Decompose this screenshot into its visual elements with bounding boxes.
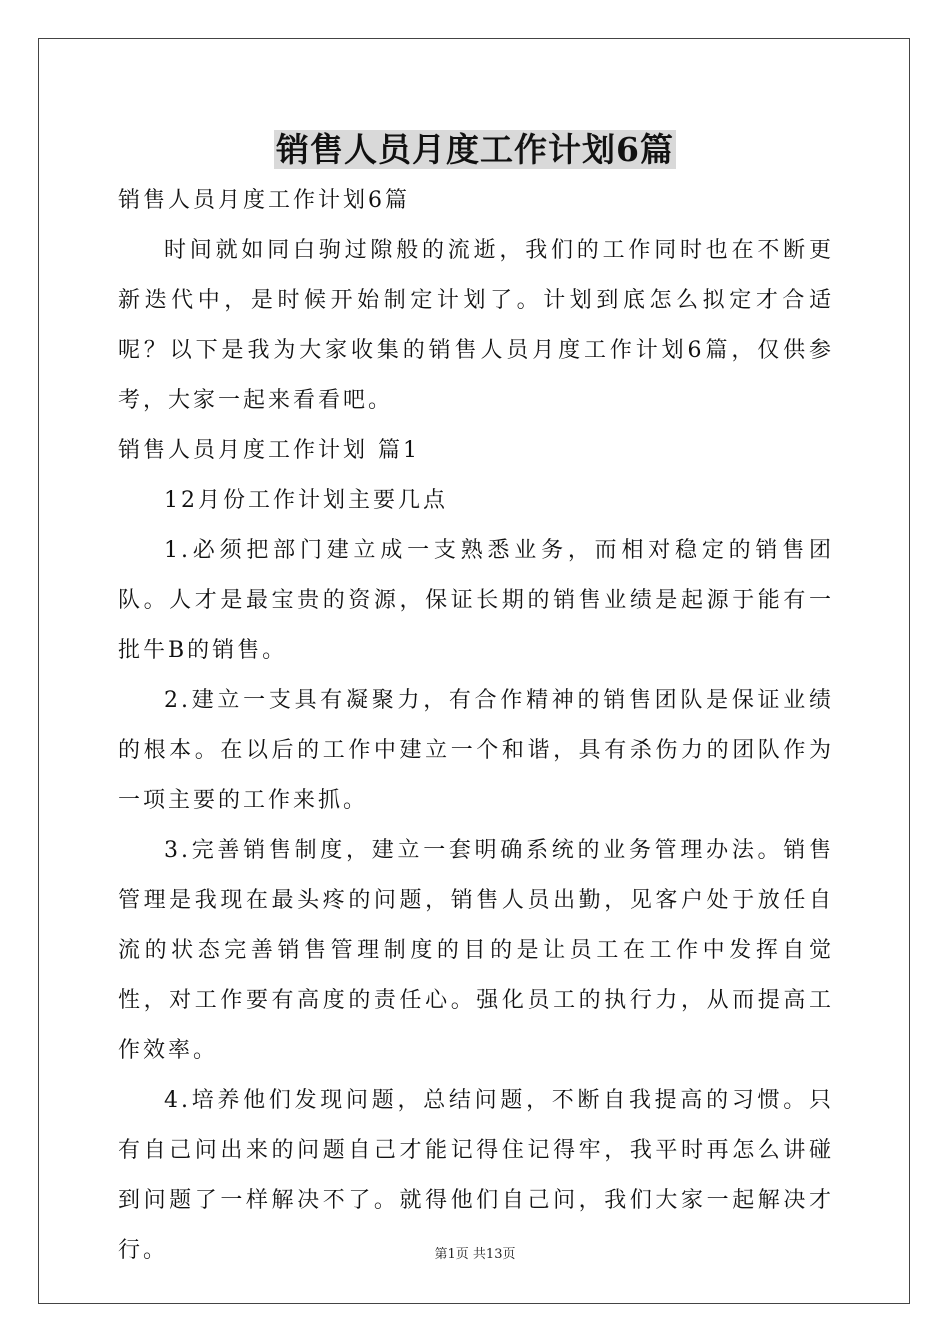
subtitle-line: 销售人员月度工作计划6篇 [118,188,410,213]
document-body [118,176,834,1276]
plan-item-3: 3.完善销售制度，建立一套明确系统的业务管理办法。销售管理是我现在最头疼的问题，销售人员出勤，见客户处于放任自流的状态完善销售管理制度的目的是让员工在工作中发挥自觉性，对工作要有高度的责任心。强化员工的执行力，从而提高工作效率。 [118,838,834,1063]
page-footer: 第1页 共13页 [434,1247,516,1262]
plan-item-1: 1.必须把部门建立成一支熟悉业务，而相对稳定的销售团队。人才是最宝贵的资源，保证长期的销售业绩是起源于能有一批牛B的销售。 [118,538,834,663]
section-heading: 销售人员月度工作计划 篇1 [118,438,420,463]
document-title-text: 销售人员月度工作计划6篇 [276,130,674,169]
intro-paragraph: 时间就如同白驹过隙般的流逝，我们的工作同时也在不断更新迭代中，是时候开始制定计划了。计划到底怎么拟定才合适呢？以下是我为大家收集的销售人员月度工作计划6篇，仅供参考，大家一起来看看吧。 [118,238,834,413]
plan-item-2: 2.建立一支具有凝聚力，有合作精神的销售团队是保证业绩的根本。在以后的工作中建立一个和谐，具有杀伤力的团队作为一项主要的工作来抓。 [118,688,834,813]
plan-item-4: 4.培养他们发现问题，总结问题，不断自我提高的习惯。只有自己问出来的问题自己才能记得住记得牢，我平时再怎么讲碰到问题了一样解决不了。就得他们自己问，我们大家一起解决才行。 [118,1088,834,1263]
document-title [0,128,950,172]
plan-heading: 12月份工作计划主要几点 [164,488,448,513]
